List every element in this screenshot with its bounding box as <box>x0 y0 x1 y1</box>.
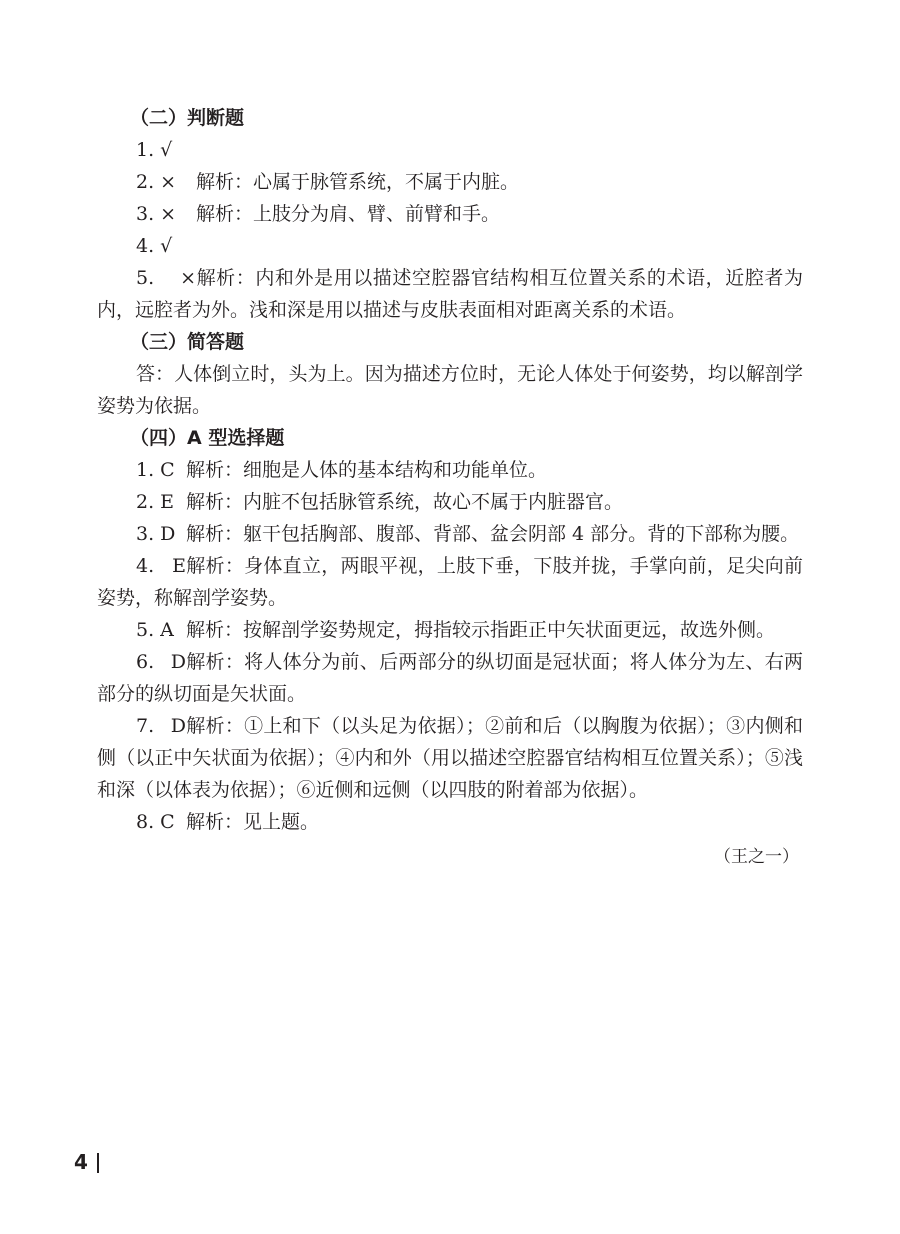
answer-text: 答：人体倒立时，头为上。因为描述方位时，无论人体处于何姿势，均以解剖学 <box>136 363 803 385</box>
answer-line <box>97 710 803 742</box>
answer-line <box>97 294 803 326</box>
answer-line <box>97 166 803 198</box>
answer-text: 内，远腔者为外。浅和深是用以描述与皮肤表面相对距离关系的术语。 <box>97 299 687 321</box>
answer-text: 部分的纵切面是矢状面。 <box>97 683 307 705</box>
answer-number: 3. D <box>136 523 176 545</box>
answer-number: 5. A <box>136 619 174 641</box>
answer-number: 2. × <box>136 171 177 193</box>
answer-line <box>97 646 803 678</box>
answer-text: 和深（以体表为依据）；⑥近侧和远侧（以四肢的附着部为依据）。 <box>97 779 649 801</box>
answer-line <box>97 454 803 486</box>
answer-text: 解析：内脏不包括脉管系统，故心不属于内脏器官。 <box>186 491 624 513</box>
answer-line <box>97 358 803 390</box>
answer-line <box>97 518 803 550</box>
answer-text: 姿势，称解剖学姿势。 <box>97 587 288 609</box>
answer-number: 1. C <box>136 459 175 481</box>
answer-number: 1. √ <box>136 139 173 161</box>
answer-text: 解析：内和外是用以描述空腔器官结构相互位置关系的术语，近腔者为 <box>196 267 803 289</box>
answer-line <box>97 198 803 230</box>
answer-number: 5. × <box>136 267 196 289</box>
answer-line <box>97 774 803 806</box>
answer-text: 解析：将人体分为前、后两部分的纵切面是冠状面；将人体分为左、右两 <box>186 651 803 673</box>
answer-text: 解析：按解剖学姿势规定，拇指较示指距正中矢状面更远，故选外侧。 <box>186 619 776 641</box>
page-number-divider <box>97 1153 99 1173</box>
answer-number: 2. E <box>136 491 175 513</box>
answer-number: 4. E <box>136 555 186 577</box>
answer-text: 侧（以正中矢状面为依据）；④内和外（用以描述空腔器官结构相互位置关系）；⑤浅 <box>97 747 803 769</box>
answer-number: 4. √ <box>136 235 173 257</box>
section-heading: （三）简答题 <box>130 331 245 353</box>
section-heading: （四）A 型选择题 <box>130 427 285 449</box>
answer-line <box>97 678 803 710</box>
answer-line <box>97 134 803 166</box>
answer-text: 解析：心属于脉管系统，不属于内脏。 <box>196 171 520 193</box>
section-heading: （二）判断题 <box>130 107 245 129</box>
answer-line <box>97 742 803 774</box>
answer-text: 姿势为依据。 <box>97 395 212 417</box>
answer-number: 6. D <box>136 651 186 673</box>
answer-text: 解析：细胞是人体的基本结构和功能单位。 <box>186 459 548 481</box>
answer-text: 解析：躯干包括胸部、腹部、背部、盆会阴部 4 部分。背的下部称为腰。 <box>186 523 800 545</box>
page-number: 4 <box>74 1150 88 1174</box>
answer-line <box>97 486 803 518</box>
answer-content <box>97 102 803 874</box>
answer-line <box>97 550 803 582</box>
answer-text: 解析：身体直立，两眼平视，上肢下垂，下肢并拢，手掌向前，足尖向前 <box>186 555 803 577</box>
answer-line <box>97 614 803 646</box>
answer-text: 解析：见上题。 <box>186 811 320 833</box>
answer-line <box>97 230 803 262</box>
answer-text: 解析：①上和下（以头足为依据）；②前和后（以胸腹为依据）；③内侧和 <box>186 715 803 737</box>
answer-number: 3. × <box>136 203 177 225</box>
answer-text: 解析：上肢分为肩、臂、前臂和手。 <box>196 203 501 225</box>
answer-number: 8. C <box>136 811 175 833</box>
answer-line <box>97 582 803 614</box>
answer-line <box>97 390 803 422</box>
answer-line <box>97 806 803 838</box>
answer-line <box>97 262 803 294</box>
answer-number: 7. D <box>136 715 186 737</box>
author-signature: （王之一） <box>714 847 799 867</box>
